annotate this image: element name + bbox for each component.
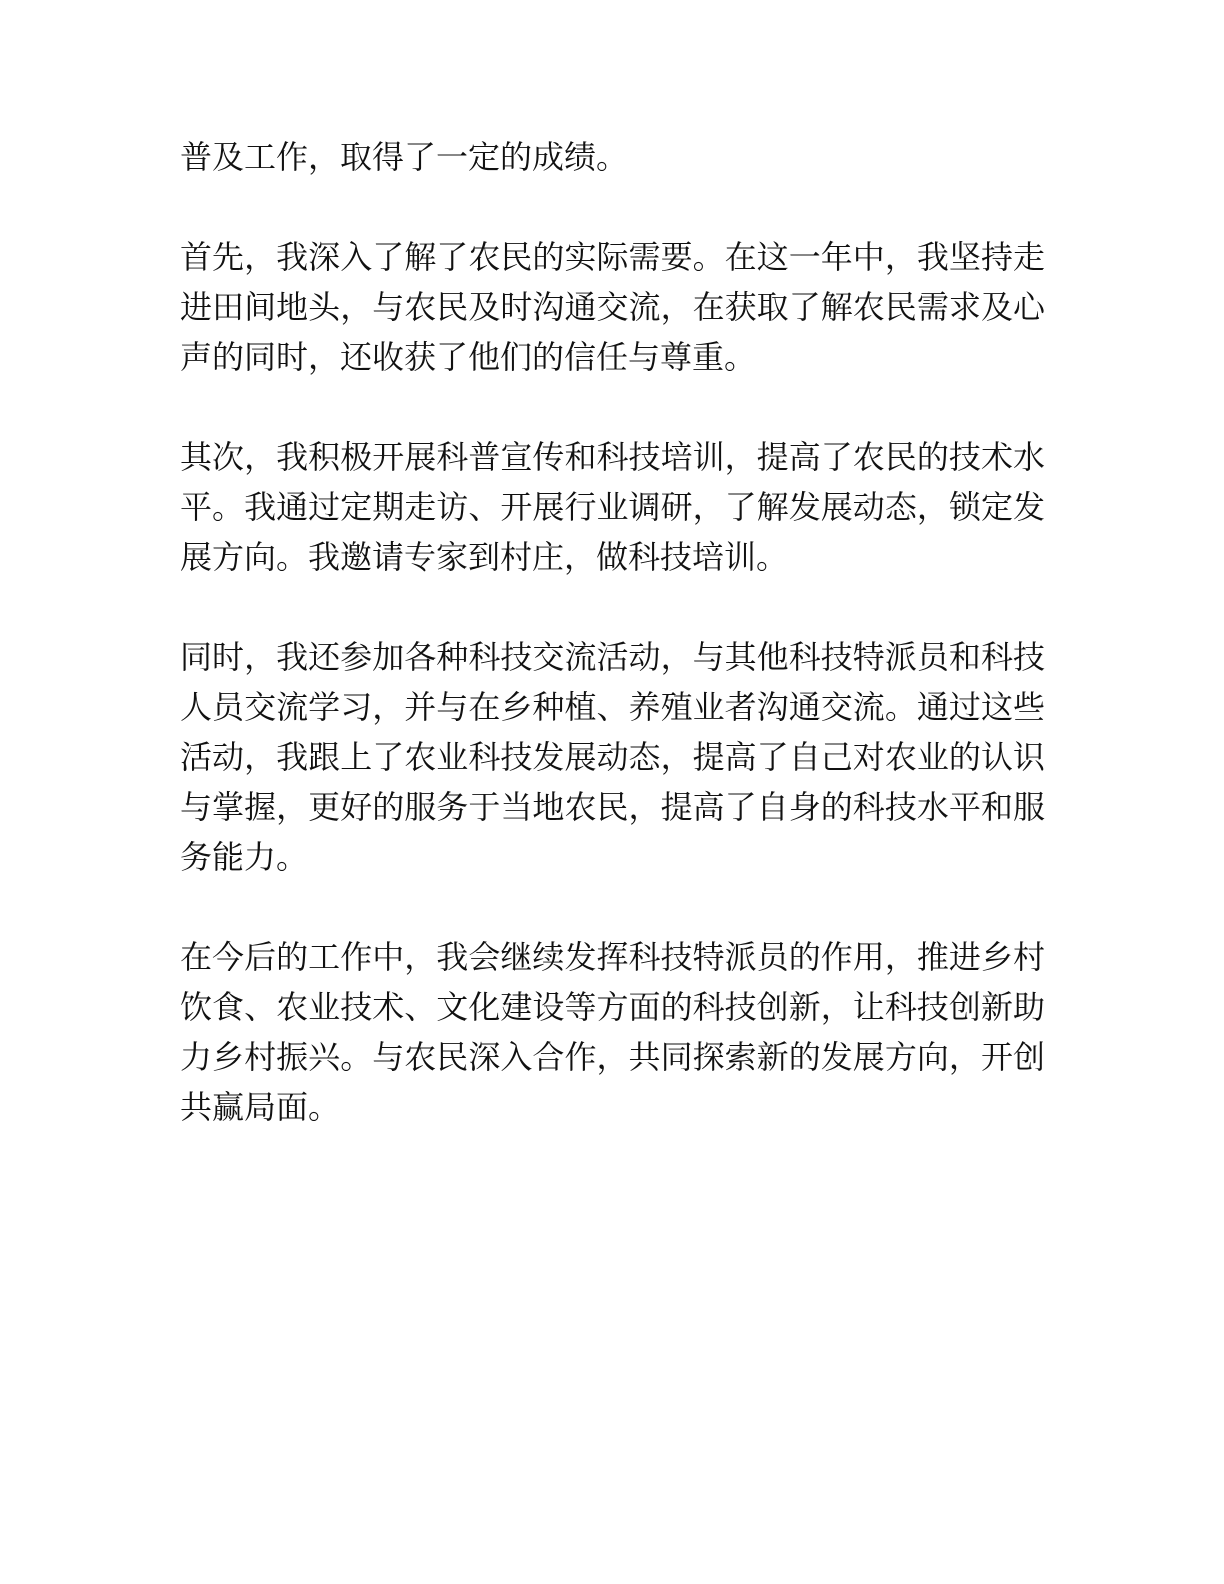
paragraph-intro-continuation: 普及工作，取得了一定的成绩。 bbox=[180, 138, 629, 176]
document-body bbox=[180, 132, 1045, 1182]
paragraph-second: 其次，我积极开展科普宣传和科技培训，提高了农民的技术水平。我通过定期走访、开展行业调研，了解发展动态，锁定发展方向。我邀请专家到村庄，做科技培训。 bbox=[180, 438, 1045, 576]
paragraph-conclusion: 在今后的工作中，我会继续发挥科技特派员的作用，推进乡村饮食、农业技术、文化建设等方面的科技创新，让科技创新助力乡村振兴。与农民深入合作，共同探索新的发展方向，开创共赢局面。 bbox=[180, 938, 1045, 1126]
paragraph-first: 首先，我深入了解了农民的实际需要。在这一年中，我坚持走进田间地头，与农民及时沟通交流，在获取了解农民需求及心声的同时，还收获了他们的信任与尊重。 bbox=[180, 238, 1045, 376]
paragraph-third: 同时，我还参加各种科技交流活动，与其他科技特派员和科技人员交流学习，并与在乡种植、养殖业者沟通交流。通过这些活动，我跟上了农业科技发展动态，提高了自己对农业的认识与掌握，更好的服务于当地农民，提高了自身的科技水平和服务能力。 bbox=[180, 638, 1045, 876]
